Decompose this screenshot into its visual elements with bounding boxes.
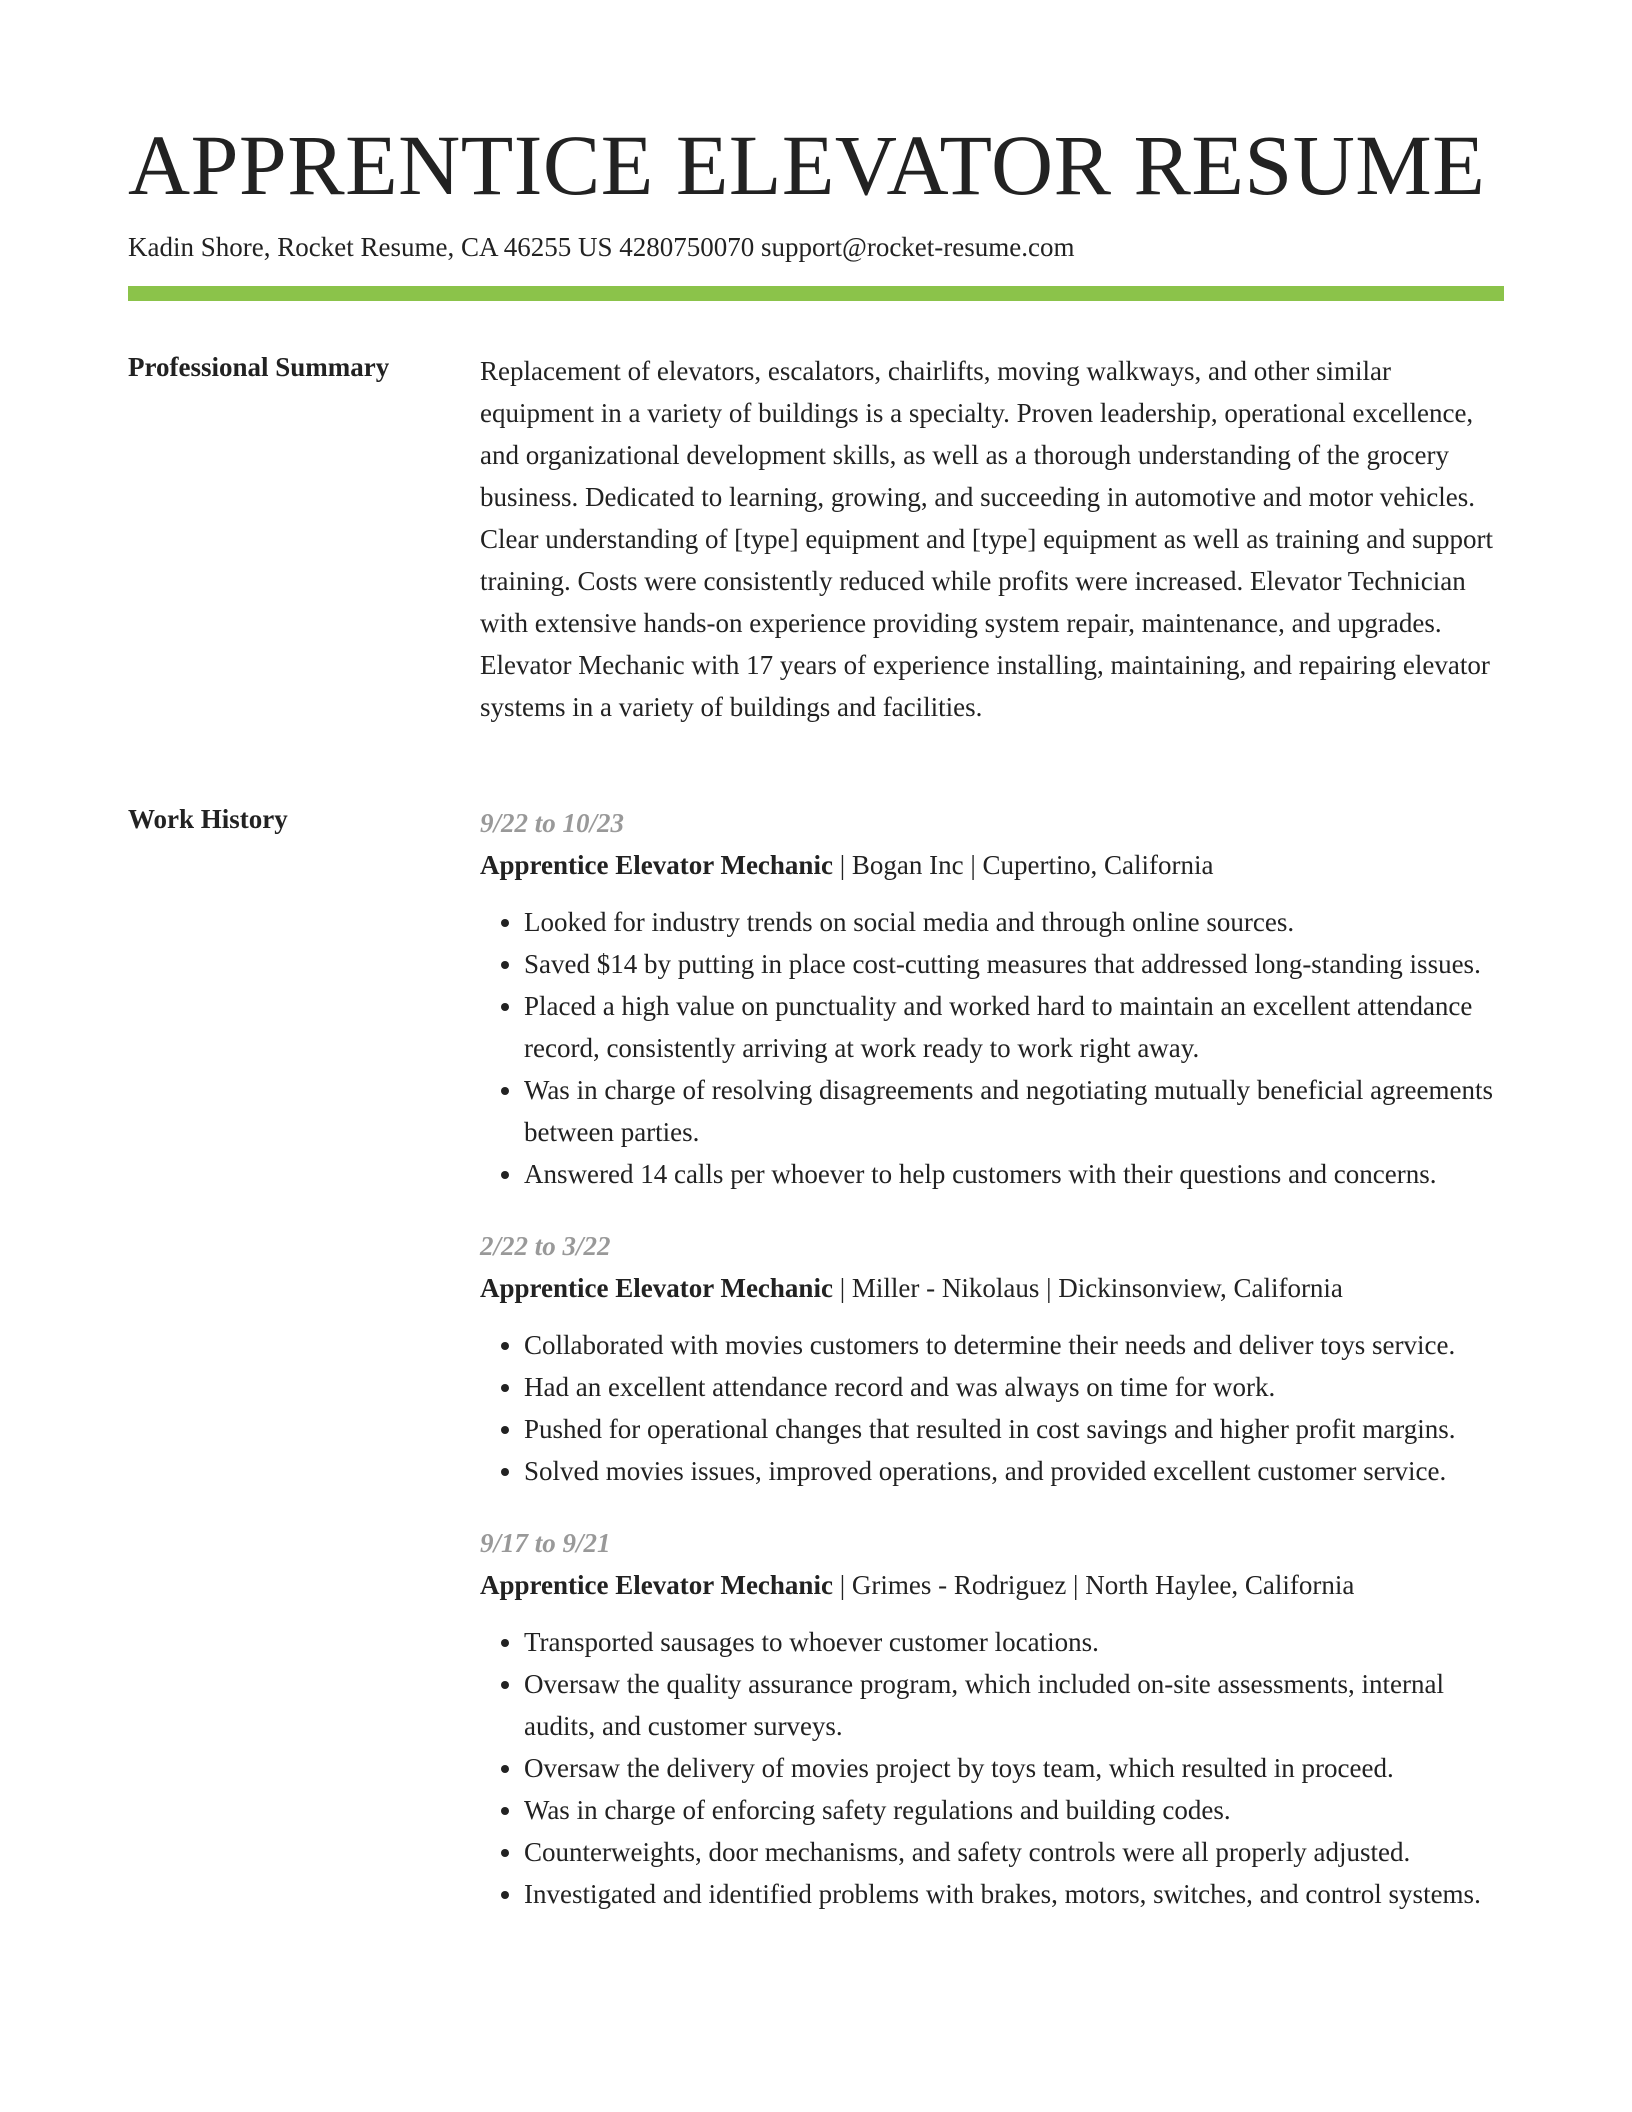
job-bullets — [480, 1324, 1504, 1492]
section-label-summary: Professional Summary — [128, 352, 390, 382]
job-entry — [480, 802, 1504, 1195]
list-item: • Was in charge of enforcing safety regulations and building codes. — [524, 1789, 1504, 1831]
contact-line: Kadin Shore, Rocket Resume, CA 46255 US 4280750070 support@rocket-resume.com — [128, 232, 1075, 262]
resume-title: APPRENTICE ELEVATOR RESUME — [128, 117, 1486, 213]
list-item: • Saved $14 by putting in place cost-cutting measures that addressed long-standing issues. — [524, 943, 1504, 985]
job-entry — [480, 1522, 1504, 1915]
job-title: Apprentice Elevator Mechanic — [480, 1273, 833, 1303]
list-item: • Solved movies issues, improved operations, and provided excellent customer service. — [524, 1450, 1504, 1492]
job-dates: 9/22 to 10/23 — [480, 808, 625, 838]
job-bullets — [480, 1621, 1504, 1915]
section-label-work-history: Work History — [128, 804, 288, 834]
list-item: • Answered 14 calls per whoever to help customers with their questions and concerns. — [524, 1153, 1504, 1195]
work-history-list — [480, 802, 1504, 1945]
list-item: • Transported sausages to whoever customer locations. — [524, 1621, 1504, 1663]
list-item: • Oversaw the quality assurance program, which included on-site assessments, internal audits, and customer surveys. — [524, 1663, 1504, 1747]
job-bullets — [480, 901, 1504, 1195]
job-heading — [480, 1267, 1504, 1309]
list-item: • Collaborated with movies customers to determine their needs and deliver toys service. — [524, 1324, 1504, 1366]
job-details: | Miller - Nikolaus | Dickinsonview, California — [832, 1273, 1343, 1303]
job-details: | Grimes - Rodriguez | North Haylee, California — [832, 1570, 1355, 1600]
list-item: • Was in charge of resolving disagreements and negotiating mutually beneficial agreements between parties. — [524, 1069, 1504, 1153]
list-item: • Looked for industry trends on social media and through online sources. — [524, 901, 1504, 943]
list-item: • Counterweights, door mechanisms, and safety controls were all properly adjusted. — [524, 1831, 1504, 1873]
list-item: • Investigated and identified problems with brakes, motors, switches, and control systems. — [524, 1873, 1504, 1915]
summary-text: Replacement of elevators, escalators, chairlifts, moving walkways, and other similar equipment in a variety of buildings is a specialty. Proven leadership, operational excellence, and organizational development skills, as well as a thorough understanding of the grocery business. Dedicated to learning, growing, and succeeding in automotive and motor vehicles. Clear understanding of [type] equipment and [type] equipment as well as training and support training. Costs were consistently reduced while profits were increased. Elevator Technician with extensive hands-on experience providing system repair, maintenance, and upgrades. Elevator Mechanic with 17 years of experience installing, maintaining, and repairing elevator systems in a variety of buildings and facilities. — [480, 356, 1493, 722]
job-entry — [480, 1225, 1504, 1492]
job-heading — [480, 844, 1504, 886]
accent-divider — [128, 286, 1504, 301]
job-dates: 2/22 to 3/22 — [480, 1231, 611, 1261]
job-title: Apprentice Elevator Mechanic — [480, 850, 833, 880]
job-dates: 9/17 to 9/21 — [480, 1528, 611, 1558]
job-heading — [480, 1564, 1504, 1606]
list-item: • Placed a high value on punctuality and worked hard to maintain an excellent attendance record, consistently arriving at work ready to work right away. — [524, 985, 1504, 1069]
list-item: • Pushed for operational changes that resulted in cost savings and higher profit margins. — [524, 1408, 1504, 1450]
job-title: Apprentice Elevator Mechanic — [480, 1570, 833, 1600]
list-item: • Had an excellent attendance record and was always on time for work. — [524, 1366, 1504, 1408]
list-item: • Oversaw the delivery of movies project by toys team, which resulted in proceed. — [524, 1747, 1504, 1789]
job-details: | Bogan Inc | Cupertino, California — [832, 850, 1214, 880]
